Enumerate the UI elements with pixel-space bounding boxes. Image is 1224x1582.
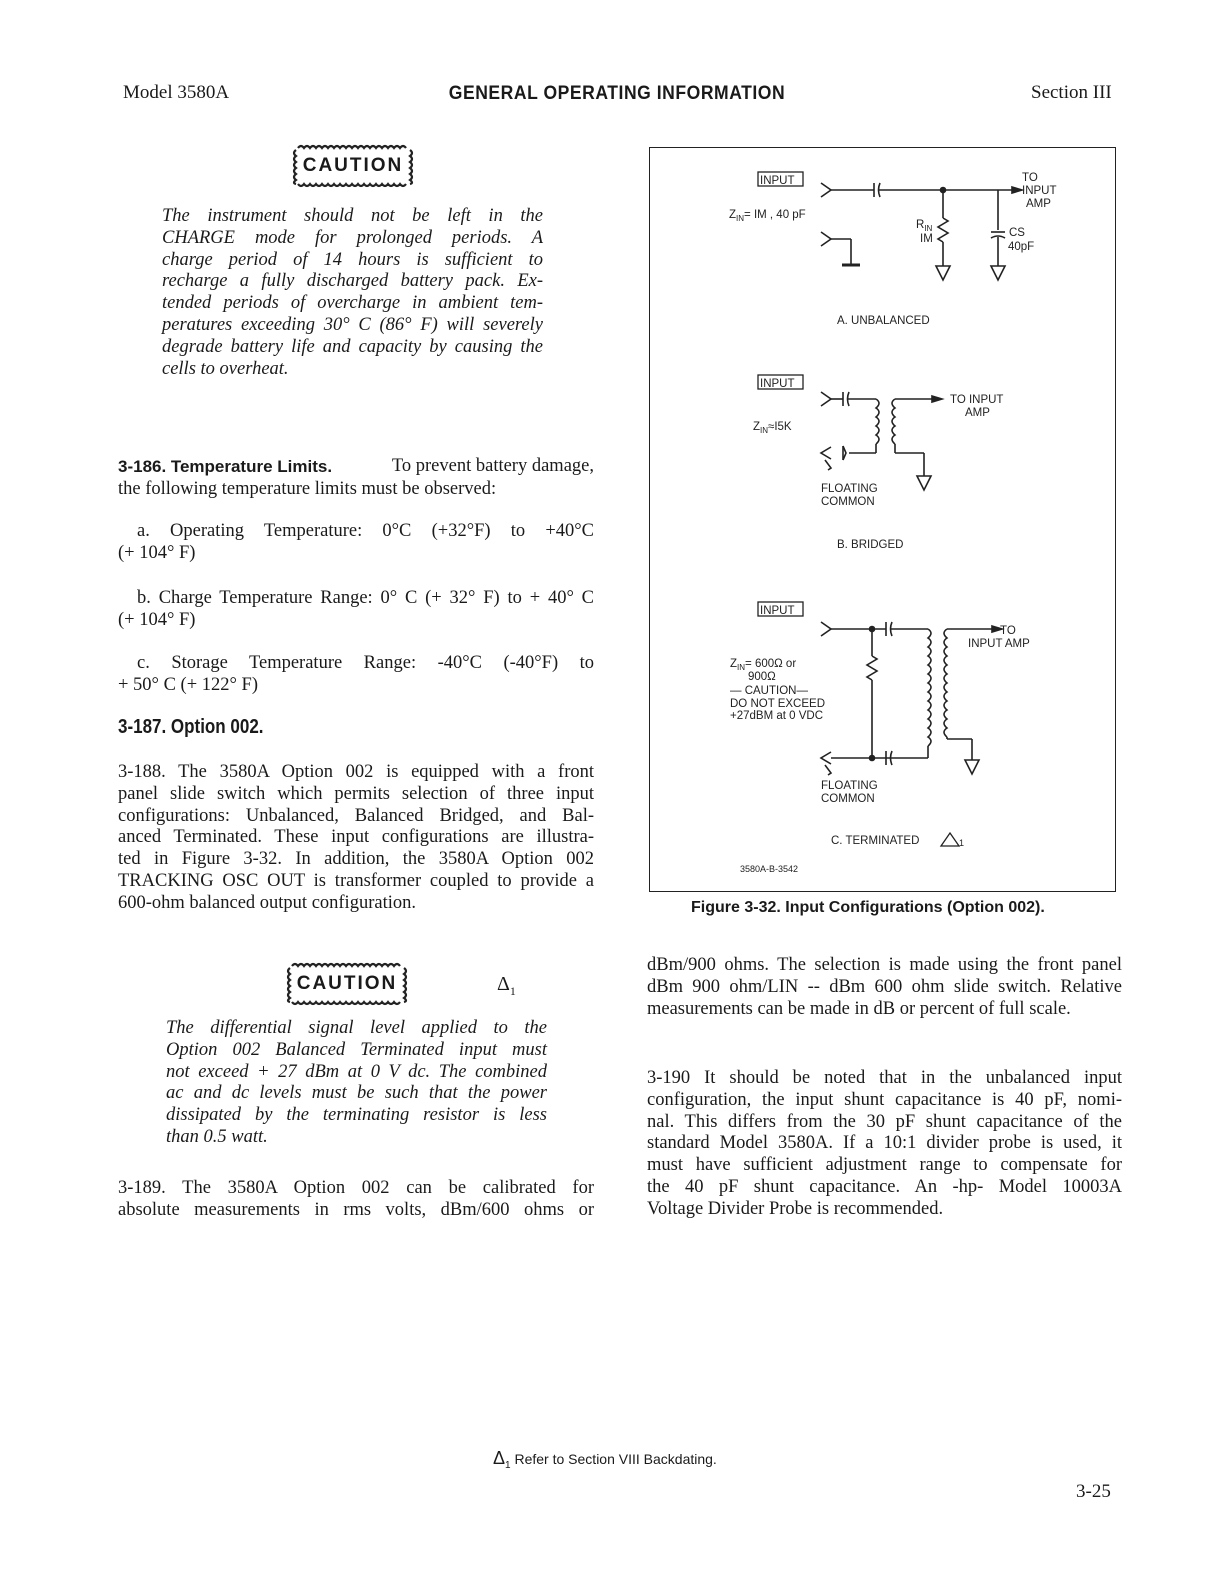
paragraph-3-189 — [118, 1178, 594, 1222]
zin-label: $Z_{IN}= 600\Omega$ or — [730, 658, 797, 672]
paragraph-line: measurements can be made in dB or percent of full scale. — [647, 998, 1071, 1019]
footnote-text: Refer to Section VIII Backdating. — [514, 1451, 717, 1467]
amp-label: AMP — [965, 407, 990, 419]
heading-3-187: 3-187. Option 002. — [118, 716, 264, 738]
paragraph-line: the 40 pF shunt capacitance. An -hp- Model 10003A — [647, 1176, 1122, 1197]
paragraph-line: absolute measurements in rms volts, dBm/600 ohms or — [118, 1199, 594, 1220]
paragraph-line: must have sufficient adjustment range to compensate for — [647, 1155, 1122, 1176]
caution-line: dissipated by the terminating resistor is less — [166, 1105, 547, 1126]
delta-subscript: 1 — [959, 838, 965, 848]
diagram-caution-limit: +27dBM at 0 VDC — [730, 710, 824, 722]
paragraph-line: ted in Figure 3-32. In addition, the 3580A Option 002 — [118, 849, 594, 870]
floating-label: FLOATING — [821, 780, 878, 792]
zin-label: $Z_{IN}=$ IM , 40 pF — [729, 209, 806, 223]
paragraph-3-186 — [118, 456, 594, 501]
rin-value: IM — [920, 233, 933, 245]
paragraph-line: anced Terminated. These input configurations are illustra- — [118, 827, 594, 848]
paragraph-line: Voltage Divider Probe is recommended. — [647, 1198, 944, 1219]
paragraph-title: Temperature Limits. — [170, 457, 333, 476]
caution-line: not exceed + 27 dBm at 0 V dc. The combined — [166, 1061, 547, 1082]
delta-icon — [941, 833, 959, 846]
paragraph-line: 3-189. The 3580A Option 002 can be calibrated for — [118, 1178, 594, 1198]
diagram-caution-label: — CAUTION— — [730, 685, 808, 697]
temp-line: b. Charge Temperature Range: 0° C (+ 32° F) to + 40° C — [137, 588, 594, 608]
bridged-title: B. BRIDGED — [837, 539, 904, 551]
caution-banner — [284, 960, 410, 1008]
delta-subscript: 1 — [509, 984, 516, 998]
zin-value-alt: 900Ω — [748, 671, 776, 683]
figure-caption: Figure 3-32. Input Configurations (Option 002). — [691, 899, 1045, 916]
temp-item-a — [118, 521, 594, 565]
floating-label: FLOATING — [821, 483, 878, 495]
to-label: TO — [1022, 172, 1038, 184]
caution-line: tended periods of overcharge in ambient tem- — [162, 293, 543, 314]
caution-line: The instrument should not be left in the — [162, 206, 543, 226]
page-number: 3-25 — [1076, 1481, 1111, 1502]
amp-label: AMP — [1026, 198, 1051, 210]
paragraph-3-189-continued — [647, 955, 1122, 1020]
paragraph-line: nal. This differs from the 30 pF shunt capacitance of the — [647, 1111, 1122, 1132]
paragraph-line: panel slide switch which permits selection of three input — [118, 783, 594, 804]
paragraph-3-188 — [118, 762, 594, 915]
caution-text — [166, 1018, 547, 1149]
caution-label: CAUTION — [296, 973, 398, 994]
paragraph-line: 3-188. The 3580A Option 002 is equipped with a front — [118, 762, 594, 782]
temp-line: (+ 104° F) — [118, 609, 196, 630]
backdating-delta-icon — [497, 974, 516, 1003]
figure-code: 3580A-B-3542 — [740, 864, 799, 874]
temp-line: (+ 104° F) — [118, 542, 196, 563]
delta-subscript: 1 — [505, 1459, 511, 1471]
caution-banner — [290, 142, 416, 190]
caution-line: degrade battery life and capacity by causing the — [162, 336, 543, 357]
footnote — [493, 1448, 717, 1471]
delta-icon: Δ — [493, 1448, 506, 1468]
temp-line: a. Operating Temperature: 0°C (+32°F) to +40°C — [137, 521, 594, 541]
common-label: COMMON — [821, 496, 875, 508]
cs-label: CS — [1009, 227, 1025, 239]
caution-text — [162, 206, 543, 380]
paragraph-line: To prevent battery damage, — [391, 456, 594, 476]
caution-line: The differential signal level applied to the — [166, 1018, 547, 1038]
paragraph-line: configurations: Unbalanced, Balanced Bridged, and Bal- — [118, 805, 594, 826]
delta-symbol: Δ — [497, 973, 510, 995]
caution-line: recharge a fully discharged battery pack. Ex- — [162, 271, 543, 292]
header-title: GENERAL OPERATING INFORMATION — [448, 82, 786, 104]
caution-line: CHARGE mode for prolonged periods. A — [162, 227, 543, 248]
caution-line: cells to overheat. — [162, 358, 289, 379]
paragraph-line: configuration, the input shunt capacitance is 40 pF, nomi- — [647, 1089, 1122, 1110]
input-configurations-diagram — [650, 148, 1115, 891]
paragraph-line: 3-190 It should be noted that in the unbalanced input — [647, 1068, 1122, 1088]
paragraph-line: standard Model 3580A. If a 10:1 divider probe is used, it — [647, 1133, 1122, 1154]
caution-line: charge period of 14 hours is sufficient to — [162, 249, 543, 270]
to-label: TO — [1000, 625, 1016, 637]
header-section: Section III — [1031, 82, 1112, 103]
cs-value: 40pF — [1008, 241, 1035, 253]
zin-label: $Z_{IN}\approx I5K$ — [753, 421, 792, 435]
to-input-label: TO INPUT — [950, 394, 1004, 406]
paragraph-line: the following temperature limits must be observed: — [118, 478, 497, 499]
paragraph-3-190 — [647, 1068, 1122, 1221]
input-label: INPUT — [760, 378, 795, 390]
temp-line: c. Storage Temperature Range: -40°C (-40°F) to — [137, 653, 594, 673]
terminated-title: C. TERMINATED — [831, 835, 920, 847]
paragraph-line: dBm/900 ohms. The selection is made using the front panel — [647, 955, 1122, 975]
input-amp-label: INPUT — [1022, 185, 1057, 197]
diagram-caution-text: DO NOT EXCEED — [730, 698, 825, 710]
caution-label: CAUTION — [302, 155, 404, 176]
paragraph-number: 3-186. — [118, 457, 167, 476]
temp-line: + 50° C (+ 122° F) — [118, 674, 258, 695]
header-model: Model 3580A — [123, 82, 230, 103]
unbalanced-circuit — [758, 172, 1022, 280]
input-label: INPUT — [760, 175, 795, 187]
paragraph-line: dBm 900 ohm/LIN -- dBm 600 ohm slide switch. Relative — [647, 976, 1122, 997]
caution-line: peratures exceeding 30° C (86° F) will severely — [162, 314, 543, 335]
input-amp-label: INPUT AMP — [968, 638, 1030, 650]
unbalanced-title: A. UNBALANCED — [837, 315, 930, 327]
caution-line: Option 002 Balanced Terminated input must — [166, 1039, 547, 1060]
paragraph-line: TRACKING OSC OUT is transformer coupled to provide a — [118, 870, 594, 891]
caution-line: than 0.5 watt. — [166, 1126, 268, 1147]
input-label: INPUT — [760, 605, 795, 617]
caution-line: ac and dc levels must be such that the power — [166, 1083, 547, 1104]
temp-item-b — [118, 588, 594, 632]
temp-item-c — [118, 653, 594, 697]
paragraph-line: 600-ohm balanced output configuration. — [118, 892, 416, 913]
common-label: COMMON — [821, 793, 875, 805]
figure-3-32 — [649, 147, 1116, 892]
rin-label: $R_{IN}$ — [916, 219, 933, 233]
